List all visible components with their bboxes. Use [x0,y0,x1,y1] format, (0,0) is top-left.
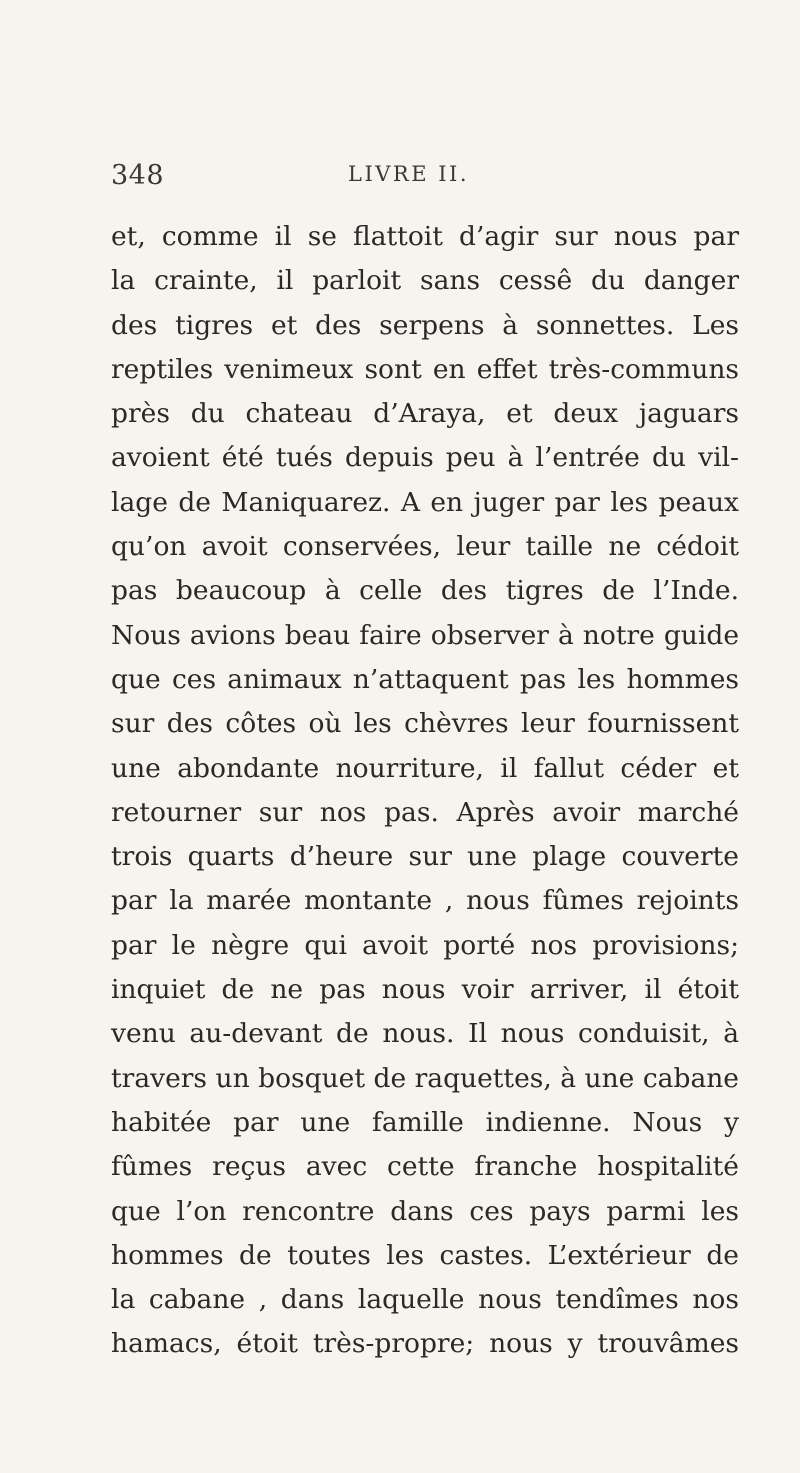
text-line: habitée par une famille indienne. Nous y [111,1106,739,1138]
text-line: hamacs, étoit très-propre; nous y trouvâmes [111,1328,739,1360]
page-number: 348 [111,160,165,191]
text-line: pas beaucoup à celle des tigres de l’Inde. [111,575,739,607]
text-line: Nous avions beau faire observer à notre guide [111,619,739,651]
text-line: fûmes reçus avec cette franche hospitalité [111,1151,739,1183]
text-line: lage de Maniquarez. A en juger par les peaux [111,486,739,518]
text-line: venu au-devant de nous. Il nous conduisit, à [111,1018,739,1050]
text-line: une abondante nourriture, il fallut céder et [111,752,739,784]
text-line: par la marée montante , nous fûmes rejoints [111,885,739,917]
text-line: reptiles venimeux sont en effet très-communs [111,353,739,385]
text-line: travers un bosquet de raquettes, à une cabane [111,1062,739,1094]
text-line: la cabane , dans laquelle nous tendîmes nos [111,1284,739,1316]
text-line: avoient été tués depuis peu à l’entrée du vil- [111,442,739,474]
text-line: hommes de toutes les castes. L’extérieur de [111,1239,739,1271]
text-line: et, comme il se flattoit d’agir sur nous par [111,221,739,252]
text-line: sur des côtes où les chèvres leur fournissent [111,708,739,740]
text-line: qu’on avoit conservées, leur taille ne cédoit [111,531,739,563]
text-line: par le nègre qui avoit porté nos provisions; [111,929,739,961]
body-text [111,215,739,1367]
text-line: inquiet de ne pas nous voir arriver, il étoit [111,974,739,1006]
text-line: retourner sur nos pas. Après avoir marché [111,796,739,828]
text-line: la crainte, il parloit sans cessê du danger [111,265,739,297]
text-line: trois quarts d’heure sur une plage couverte [111,841,739,873]
text-line: que l’on rencontre dans ces pays parmi les [111,1195,739,1227]
text-line: que ces animaux n’attaquent pas les hommes [111,663,739,695]
running-head: LIVRE II. [348,162,469,186]
text-line: des tigres et des serpens à sonnettes. Les [111,309,739,341]
page-header [111,160,731,200]
text-line: près du chateau d’Araya, et deux jaguars [111,398,739,430]
